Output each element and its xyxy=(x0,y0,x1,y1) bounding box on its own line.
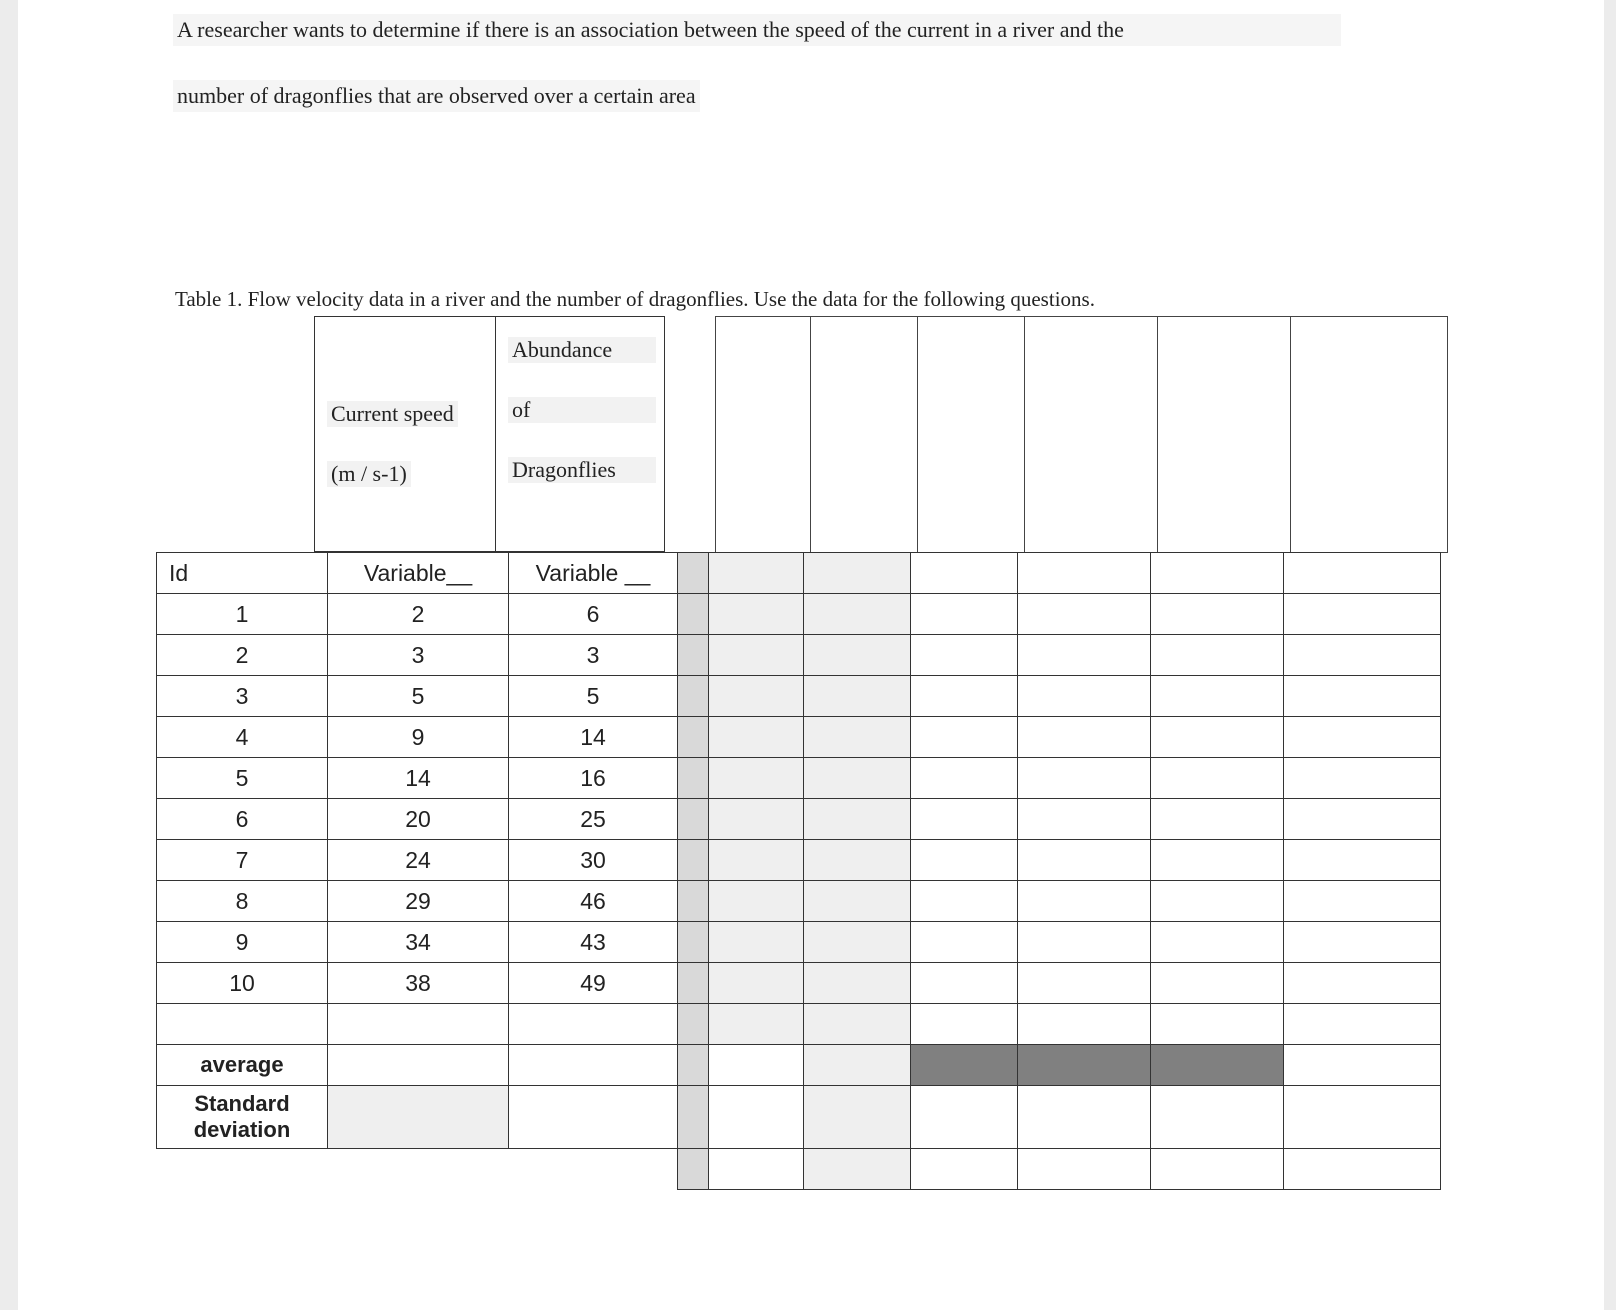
speed-header-line-1: Current speed xyxy=(327,401,458,427)
table-row xyxy=(157,799,1441,840)
speed-cell: 9 xyxy=(328,717,509,758)
speed-cell: 2 xyxy=(328,594,509,635)
table-row xyxy=(157,963,1441,1004)
intro-line-2: number of dragonflies that are observed over a certain area xyxy=(173,80,700,112)
table-row xyxy=(157,717,1441,758)
id-cell: 1 xyxy=(157,594,328,635)
data-table xyxy=(156,552,1441,1190)
table-row xyxy=(157,758,1441,799)
header-table xyxy=(314,316,665,552)
speed-cell: 3 xyxy=(328,635,509,676)
table-row xyxy=(157,635,1441,676)
abundance-header-cell xyxy=(496,317,665,552)
abundance-header-line-3: Dragonflies xyxy=(508,457,656,483)
abundance-cell: 49 xyxy=(509,963,678,1004)
speed-header-cell xyxy=(315,317,496,552)
abundance-cell: 6 xyxy=(509,594,678,635)
id-cell: 4 xyxy=(157,717,328,758)
abundance-cell: 25 xyxy=(509,799,678,840)
speed-cell: 5 xyxy=(328,676,509,717)
stdev-label xyxy=(157,1086,328,1149)
speed-variable-header: Variable__ xyxy=(328,553,509,594)
intro-line-1: A researcher wants to determine if there is an association between the speed of the current in a river and the xyxy=(173,14,1341,46)
abundance-cell: 3 xyxy=(509,635,678,676)
abundance-cell: 30 xyxy=(509,840,678,881)
abundance-header-line-1: Abundance xyxy=(508,337,656,363)
stdev-label-line-2: deviation xyxy=(193,1117,291,1142)
id-cell: 8 xyxy=(157,881,328,922)
id-header: Id xyxy=(157,553,328,594)
speed-cell: 24 xyxy=(328,840,509,881)
id-cell: 9 xyxy=(157,922,328,963)
abundance-cell: 16 xyxy=(509,758,678,799)
table-row xyxy=(157,922,1441,963)
speed-cell: 20 xyxy=(328,799,509,840)
abundance-cell: 5 xyxy=(509,676,678,717)
speed-cell: 38 xyxy=(328,963,509,1004)
id-cell: 2 xyxy=(157,635,328,676)
table-row xyxy=(157,594,1441,635)
abundance-variable-header: Variable __ xyxy=(509,553,678,594)
table-caption: Table 1. Flow velocity data in a river and the number of dragonflies. Use the data for the following questions. xyxy=(175,287,1095,311)
table-row-empty xyxy=(157,1004,1441,1045)
stdev-row xyxy=(157,1086,1441,1149)
abundance-header-line-2: of xyxy=(508,397,656,423)
table-row xyxy=(157,840,1441,881)
speed-cell: 14 xyxy=(328,758,509,799)
average-row xyxy=(157,1045,1441,1086)
id-cell: 3 xyxy=(157,676,328,717)
id-cell: 6 xyxy=(157,799,328,840)
table-row xyxy=(157,676,1441,717)
table-row xyxy=(157,881,1441,922)
speed-header-line-2: (m / s-1) xyxy=(327,461,411,487)
id-cell: 7 xyxy=(157,840,328,881)
speed-cell: 34 xyxy=(328,922,509,963)
id-cell: 10 xyxy=(157,963,328,1004)
average-label: average xyxy=(157,1045,328,1086)
speed-cell: 29 xyxy=(328,881,509,922)
abundance-cell: 14 xyxy=(509,717,678,758)
id-cell: 5 xyxy=(157,758,328,799)
stdev-label-line-1: Standard xyxy=(194,1090,290,1116)
abundance-cell: 43 xyxy=(509,922,678,963)
blank-grid xyxy=(685,316,1448,553)
abundance-cell: 46 xyxy=(509,881,678,922)
